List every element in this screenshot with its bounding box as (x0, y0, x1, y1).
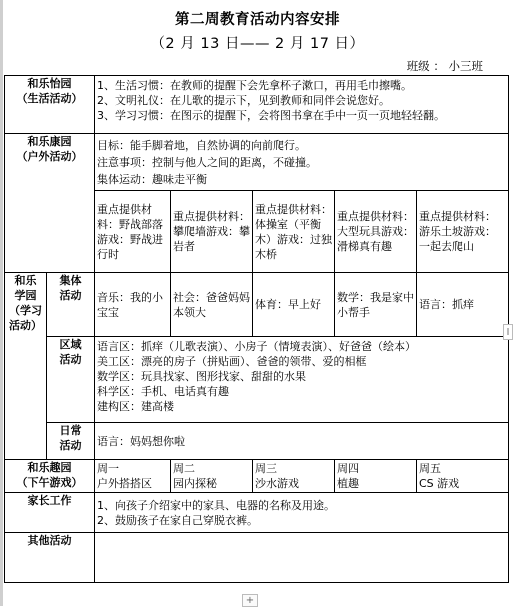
life-item-1: 1、生活习惯：在教师的提醒下会先拿杯子漱口，再用毛巾擦嘴。 (97, 79, 412, 92)
schedule-table (4, 75, 509, 583)
life-row (5, 76, 509, 134)
study-category (5, 273, 47, 460)
outdoor-cell-4-text: 重点提供材料：大型玩具游戏：滑梯真有趣 (337, 210, 414, 253)
page-edge (0, 0, 3, 606)
study-label-4: 活动） (9, 319, 42, 332)
outdoor-goal: 目标：能手脚着地，自然协调的向前爬行。 (97, 139, 306, 152)
study-label-1: 和乐 (14, 274, 37, 287)
study-area-content (95, 337, 509, 423)
afternoon-cell-2 (171, 460, 253, 493)
study-group-cell-2-text: 社会：爸爸妈妈本领大 (173, 290, 250, 319)
outdoor-note: 注意事项：控制与他人之间的距离，不碰撞。 (97, 156, 317, 169)
parent-content (95, 493, 509, 533)
study-area-label-2: 活动 (59, 353, 82, 366)
afternoon-cell-3 (253, 460, 335, 493)
afternoon-sublabel: （下午游戏） (16, 476, 83, 489)
study-group-cell-3-text: 体育：早上好 (255, 298, 321, 311)
afternoon-day-5: 周五 (419, 462, 441, 475)
area-item-4: 科学区：手机、电话真有趣 (97, 385, 229, 398)
study-group-cell-2 (171, 273, 253, 337)
study-daily-row (5, 423, 509, 460)
scroll-thumb-icon[interactable] (503, 324, 513, 340)
study-group-label-1: 集体 (59, 274, 82, 287)
area-item-2: 美工区：漂亮的房子（拼贴画）、爸爸的领带、爱的相框 (97, 355, 367, 368)
outdoor-overview (95, 134, 509, 191)
other-category: 其他活动 (5, 533, 95, 583)
study-area-label (47, 337, 95, 423)
afternoon-game-2: 园内探秘 (173, 477, 217, 490)
outdoor-top-row (5, 134, 509, 191)
study-label-3: （学习 (9, 304, 42, 317)
outdoor-cell-5-text: 重点提供材料：游乐土坡游戏：一起去爬山 (419, 210, 496, 253)
study-group-row (5, 273, 509, 337)
daily-text: 语言：妈妈想你啦 (97, 434, 185, 448)
life-content (95, 76, 509, 134)
area-item-5: 建构区：建高楼 (97, 400, 174, 413)
study-group-cell-1 (95, 273, 171, 337)
study-daily-label-1: 日常 (59, 424, 82, 437)
life-item-3: 3、学习习惯：在图示的提醒下，会将图书拿在手中一页一页地轻轻翻。 (97, 109, 445, 122)
afternoon-game-3: 沙水游戏 (255, 477, 299, 490)
study-group-cell-5-text: 语言：抓痒 (419, 298, 474, 311)
study-label-2: 学园 (14, 289, 37, 302)
afternoon-day-2: 周二 (173, 462, 195, 475)
parent-category: 家长工作 (5, 493, 95, 533)
outdoor-cell-4 (335, 191, 417, 273)
doc-subtitle: （2 月 13 日—— 2 月 17 日） (150, 36, 365, 52)
study-group-label-2: 活动 (59, 289, 82, 302)
afternoon-day-4: 周四 (337, 462, 359, 475)
parent-item-2: 2、鼓励孩子在家自己穿脱衣裤。 (97, 513, 258, 527)
life-category (5, 76, 95, 134)
life-item-2: 2、文明礼仪：在儿歌的提示下，见到教师和同伴会说您好。 (97, 94, 390, 107)
life-label: 和乐怡园 (27, 77, 72, 90)
outdoor-label: 和乐康园 (27, 135, 72, 148)
outdoor-cell-3 (253, 191, 335, 273)
class-label: 班级 ： 小三班 (406, 59, 483, 73)
plus-icon[interactable]: + (242, 594, 258, 607)
afternoon-game-5: CS 游戏 (419, 477, 460, 490)
outdoor-cell-1 (95, 191, 171, 273)
afternoon-game-4: 植趣 (337, 477, 359, 490)
outdoor-cell-2 (171, 191, 253, 273)
outdoor-category (5, 134, 95, 273)
afternoon-label: 和乐趣园 (27, 461, 72, 474)
afternoon-cell-4 (335, 460, 417, 493)
afternoon-day-1: 周一 (97, 462, 119, 475)
outdoor-cell-5 (417, 191, 509, 273)
study-group-cell-5 (417, 273, 509, 337)
doc-title: 第二周教育活动内容安排 (175, 12, 340, 28)
life-sublabel: （生活活动） (16, 92, 83, 105)
afternoon-category (5, 460, 95, 493)
area-item-3: 数学区：玩具找家、图形找家、甜甜的水果 (97, 370, 306, 383)
outdoor-group: 集体运动：趣味走平衡 (97, 173, 207, 186)
other-row (5, 533, 509, 583)
afternoon-day-3: 周三 (255, 462, 277, 475)
study-group-cell-4-text: 数学：我是家中小帮手 (337, 290, 414, 319)
other-content (95, 533, 509, 583)
study-area-label-1: 区域 (59, 338, 82, 351)
study-group-label (47, 273, 95, 337)
outdoor-sublabel: （户外活动） (16, 150, 83, 163)
outdoor-cell-1-text: 重点提供材料：野战部落游戏：野战进行时 (97, 202, 163, 261)
study-daily-label (47, 423, 95, 460)
outdoor-cell-2-text: 重点提供材料：攀爬墙游戏：攀岩者 (173, 210, 250, 253)
afternoon-cell-1 (95, 460, 171, 493)
area-item-1: 语言区：抓痒（儿歌表演）、小房子（情境表演）、好爸爸（绘本） (97, 340, 416, 353)
afternoon-cell-5 (417, 460, 509, 493)
study-group-cell-4 (335, 273, 417, 337)
study-area-row (5, 337, 509, 423)
study-daily-label-2: 活动 (59, 439, 82, 452)
outdoor-cell-3-text: 重点提供材料：体操室（平衡木）游戏：过独木桥 (255, 202, 332, 261)
study-daily-content (95, 423, 509, 460)
parent-item-1: 1、向孩子介绍家中的家具、电器的名称及用途。 (97, 498, 335, 512)
afternoon-row (5, 460, 509, 493)
study-group-cell-1-text: 音乐：我的小宝宝 (97, 290, 163, 319)
parent-row (5, 493, 509, 533)
afternoon-game-1: 户外搭搭区 (97, 477, 152, 490)
study-group-cell-3 (253, 273, 335, 337)
